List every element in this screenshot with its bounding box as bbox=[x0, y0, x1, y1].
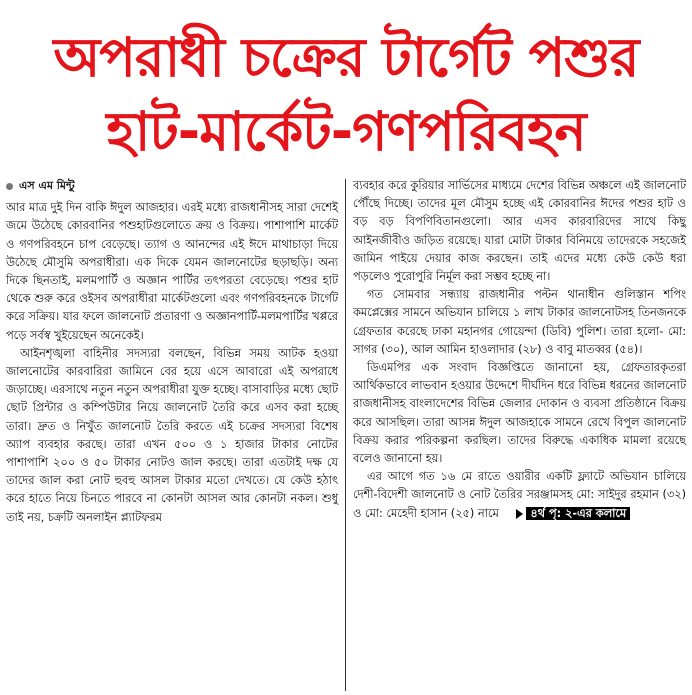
bullet-icon bbox=[6, 183, 13, 190]
byline-author: এস এম মিন্টু bbox=[19, 179, 75, 192]
headline-line-2: হাট-মার্কেট-গণপরিবহন bbox=[106, 100, 586, 163]
paragraph: আইনশৃঙ্খলা বাহিনীর সদস্যরা বলছেন, বিভিন্ন সময় আটক হওয়া জালনোটের কারবারিরা জামিনে বের হয়ে এসে আবারো এই অপরাধে জড়াচ্ছে। এরসাথে নতুন নতুন অপরাধীরা যুক্ত হচ্ছে। বাসাবাড়ির মধ্যে ছোট ছোট প্রিন্টার ও কম্পিউটার নিয়ে জালনোট তৈরি করে এসব করা হচ্ছে তারা। দ্রুত ও নিখুঁত জালনোট তৈরি করতে এই চক্রের সদস্যরা বিশেষ অ্যাপ ব্যবহার করছে। তারা এখন ৫০০ ও ১ হাজার টাকার নোটের পাশাপাশি ২০০ ও ৫০ টাকার নোটও জাল করছে। তারা এতটাই দক্ষ যে তাদের জাল করা নোট হুবহু আসল টাকার মতো দেখতে। যে কেউ হঠাৎ করে হাতে নিয়ে চিনতে পারবে না কোনটা আসল আর কোনটা নকল। শুধু তাই নয়, চক্রটি অনলাইন প্ল্যাটফরম bbox=[6, 346, 338, 524]
paragraph: আর মাত্র দুই দিন বাকি ঈদুল আজহার। এরই মধ্যে রাজধানীসহ সারা দেশেই জমে উঠেছে কোরবানির পশুহাটগুলোতে ক্রয় ও বিক্রয়। পাশাপাশি মার্কেট ও গণপরিবহনে চাপ বেড়েছে। ত্যাগ ও আনন্দের এই ঈদে মাথাচাড়া দিয়ে উঠেছে মৌসুমি অপরাধীরা। এক দিকে যেমন জালনোটের ছড়াছড়ি। অন্য দিকে ছিনতাই, মলমপার্টি ও অজ্ঞান পার্টির তৎপরতা বেড়েছে। পশুর হাট থেকে শুরু করে ওইসব অপরাধীরা মার্কেটগুলো এবং গণপরিবহনকে টার্গেট করে সক্রিয়। যার ফলে জালনোট প্রতারণা ও অজ্ঞানপার্টি-মলমপার্টির খপ্পরে পড়ে সর্বস্ব খুইয়েছেন অনেকেই। bbox=[6, 201, 338, 342]
article-column-left bbox=[6, 177, 338, 527]
headline-line-1: অপরাধী চক্রের টার্গেট পশুর bbox=[53, 26, 639, 89]
paragraph-last bbox=[353, 468, 686, 523]
paragraph: ব্যবহার করে কুরিয়ার সার্ভিসের মাধ্যমে দেশের বিভিন্ন অঞ্চলে এই জালনোট পৌঁছে দিচ্ছে। তাদের মূল মৌসুম হচ্ছে এই কোরবানির ঈদের পশুর হাট ও বড় বড় বিপণিবিতানগুলো। আর এসব কারবারিদের সাথে কিছু আইনজীবীও জড়িত রয়েছে। যারা মোটা টাকার বিনিময়ে তাদেরকে সহজেই জামিন পাইয়ে দেয়ার কাজ করছেন। তাই এদের মধ্যে কেউ কেউ ধরা পড়লেও পুরোপুরি নির্মূল করা সম্ভব হচ্ছে না। bbox=[353, 179, 686, 284]
byline bbox=[6, 177, 338, 195]
arrow-right-icon bbox=[516, 509, 523, 519]
column-divider bbox=[345, 179, 346, 691]
continuation-text: ৪র্থ পৃ: ২-এর কলামে bbox=[526, 507, 630, 520]
article-column-right bbox=[353, 177, 686, 523]
continuation-marker bbox=[502, 505, 630, 523]
paragraph: ডিএমপির এক সংবাদ বিজ্ঞপ্তিতে জানানো হয়, গ্রেফতারকৃতরা আর্থিকভাবে লাভবান হওয়ার উদ্দেশে দীর্ঘদিন ধরে বিভিন্ন ধরনের জালনোট রাজধানীসহ বাংলাদেশের বিভিন্ন জেলার দোকান ও ব্যবসা প্রতিষ্ঠানে বিক্রয় করে আসছিল। তারা আসন্ন ঈদুল আজহাকে সামনে রেখে বিপুল জালনোট বিক্রয় করার পরিকল্পনা করছিল। তাদের বিরুদ্ধে একাধিক মামলা রয়েছে বলেও জানানো হয়। bbox=[353, 361, 686, 466]
paragraph-text: এর আগে গত ১৬ মে রাতে ওয়ারীর একটি ফ্ল্যাটে অভিযান চালিয়ে দেশী-বিদেশী জালনোট ও নোট তৈরির সরঞ্জামসহ মো: সাইদুর রহমান (৩২) ও মো: মেহেদী হাসান (২৫) নামে bbox=[353, 470, 686, 520]
paragraph: গত সোমবার সন্ধ্যায় রাজধানীর পল্টন থানাধীন গুলিস্তান শপিং কমপ্লেক্সের সামনে অভিযান চালিয়ে ১ লাখ টাকার জালনোটসহ তিনজনকে গ্রেফতার করেছে ঢাকা মহানগর গোয়েন্দা (ডিবি) পুলিশ। তারা হলো- মো: সাগর (৩০), আল আমিন হাওলাদার (২৮) ও বাবু মাতব্বর (৫৪)। bbox=[353, 288, 686, 356]
